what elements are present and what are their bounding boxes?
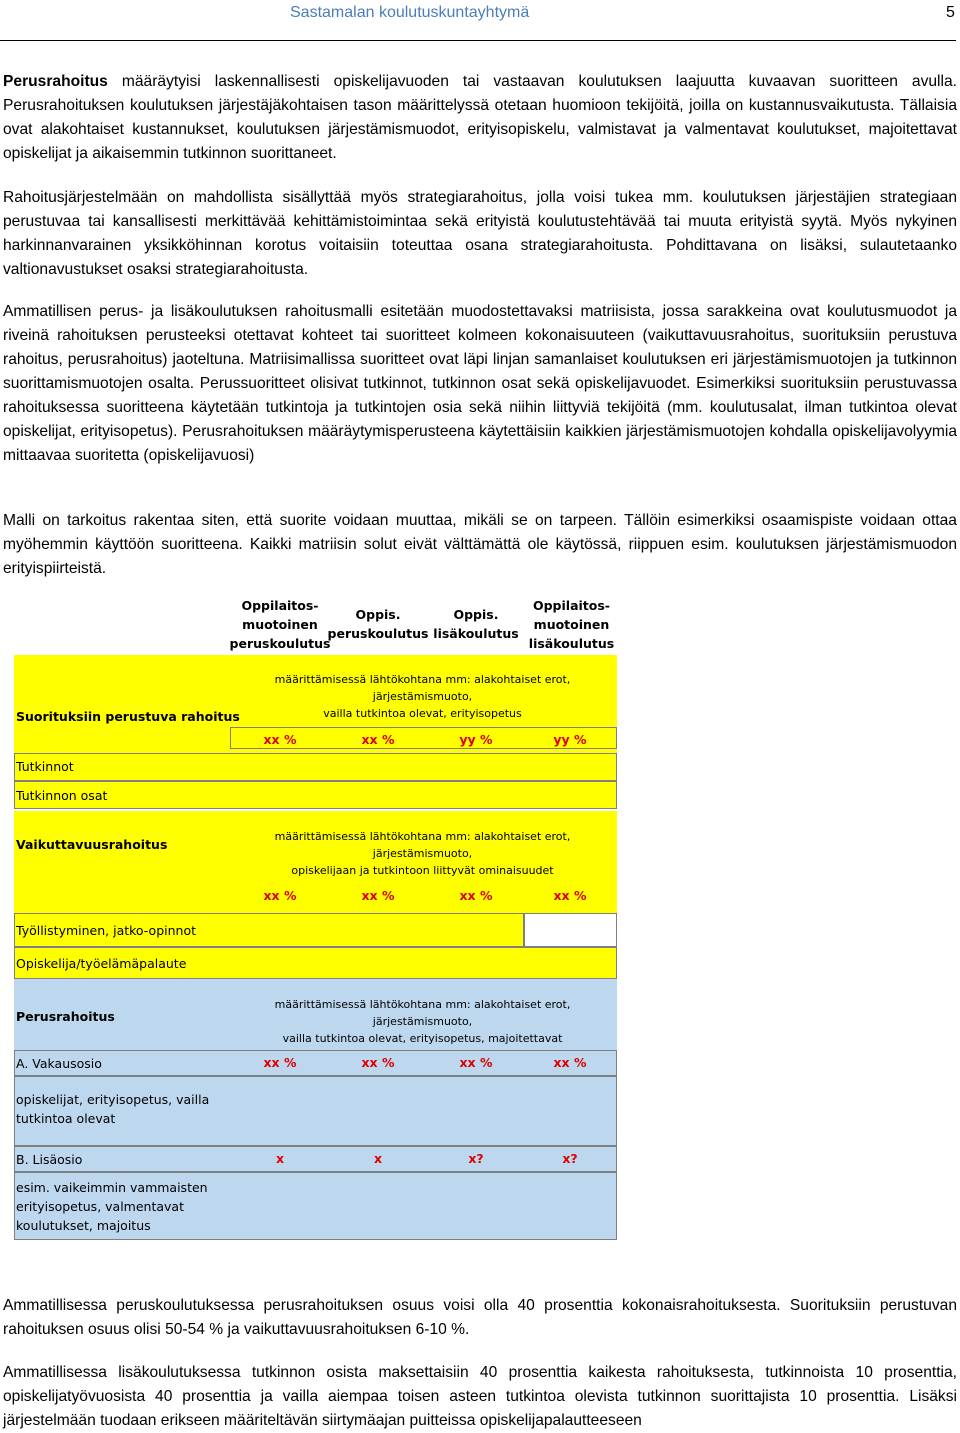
suoritus-title: Suorituksiin perustuva rahoitus <box>16 709 240 724</box>
funding-matrix <box>14 593 617 1240</box>
percent-value: xx % <box>361 732 395 747</box>
row-label: Opiskelija/työelämäpalaute <box>16 956 187 971</box>
row-label: Tutkinnon osat <box>16 788 108 803</box>
row-label: A. Vakausosio <box>16 1056 102 1071</box>
percent-value: yy % <box>459 732 493 747</box>
vaikuttavuus-title: Vaikuttavuusrahoitus <box>16 837 168 852</box>
percent-value: yy % <box>553 732 587 747</box>
paragraph-text: määräytyisi laskennallisesti opiskelijavuoden tai vastaavan koulutuksen laajuutta kuvaavan suoritteen avulla. Perusrahoituksen koulutuksen järjestäjäkohtaisen tason määrittelyssä otetaan huomioon tekijöitä, joilla on kustannusvaikutusta. Tällaisia ovat alakohtaiset kustannukset, koulutuksen järjestämismuodot, erityisopiskelu, valmistavat ja valmentavat koulutukset, majoitettavat opiskelijat ja aikaisemmin tutkinnon suorittaneet. <box>3 73 957 162</box>
header-divider <box>0 40 956 41</box>
percent-value: xx % <box>553 888 587 903</box>
suoritus-note: määrittämisessä lähtökohtana mm: alakohtaiset erot, järjestämismuoto, vailla tutkintoa olevat, erityisopetus <box>274 673 571 720</box>
empty-cell <box>524 913 617 947</box>
column-header: Oppis. lisäkoulutus <box>433 607 519 641</box>
row-label: opiskelijat, erityisopetus, vailla tutkintoa olevat <box>16 1092 210 1126</box>
paragraph-perusrahoitus <box>3 70 957 166</box>
page-number: 5 <box>946 4 955 21</box>
percent-value: xx % <box>263 732 297 747</box>
percent-value: x? <box>468 1151 484 1166</box>
percent-value: xx % <box>361 888 395 903</box>
percent-value: xx % <box>459 1055 493 1070</box>
paragraph-rahoitusmalli: Ammatillisen perus- ja lisäkoulutuksen rahoitusmalli esitetään muodostettavaksi matriisista, jossa sarakkeina ovat koulutusmuodot ja riveinä rahoituksen perusteeksi otettavat kohteet tai suoritteet kolmeen kokonaisuuteen (vaikuttavuusrahoitus, suorituksiin perustuva rahoitus, perusrahoitus) jaoteltuna. Matriisimallissa suoritteet ovat läpi linjan samanlaiset koulutuksen eri järjestämismuotojen ja tutkinnon suorittamismuotojen osalta. Perussuoritteet olisivat tutkinnot, tutkinnon osat sekä opiskelijavuodet. Esimerkiksi suorituksiin perustuvassa rahoituksessa suoritteena käytetään tutkintoja ja tutkintojen osia sekä niihin liittyviä tekijöitä (mm. koulutusalat, ilman tutkintoa olevat opiskelijat, erityisopetus). Perusrahoituksen määräytymisperusteena käytettäisiin kaikkien järjestämismuotojen kohdalla opiskelijavolyymia mittaavaa suoritetta (opiskelijavuosi) <box>3 303 957 464</box>
percent-value: xx % <box>263 1055 297 1070</box>
row-label: esim. vaikeimmin vammaisten erityisopetus, valmentavat koulutukset, majoitus <box>16 1180 208 1233</box>
suoritus-row <box>14 753 617 781</box>
percent-value: x <box>373 1151 383 1166</box>
column-header: Oppilaitos- muotoinen lisäkoulutus <box>528 597 615 651</box>
percent-value: xx % <box>361 1055 395 1070</box>
paragraph-strategiarahoitus: Rahoitusjärjestelmään on mahdollista sisällyttää myös strategiarahoitus, jolla voisi tukea mm. koulutuksen järjestäjien strategiaan perustuvaa tai kansallisesti merkittävää kehittämistoimintaa sekä erityistä koulutustehtävää tai muuta erityistä syytä. Myös nykyinen harkinnanvarainen yksikköhinnan korotus voitaisiin toteuttaa osana strategiarahoitusta. Pohdittavana on lisäksi, sulautetaanko valtionavustukset osaksi strategiarahoitusta. <box>3 189 957 278</box>
vaikuttavuus-note: määrittämisessä lähtökohtana mm: alakohtaiset erot, järjestämismuoto, opiskelijaan ja tutkintoon liittyvät ominaisuudet <box>274 830 571 877</box>
percent-value: xx % <box>459 888 493 903</box>
paragraph-lisakoulutus: Ammatillisessa lisäkoulutuksessa tutkinnon osista maksettaisiin 40 prosenttia kaikesta rahoituksesta, tutkinnoista 10 prosenttia, opiskelijatyövuosista 40 prosenttia ja vailla aiempaa toisen asteen tutkintoa olevista tutkinnon suorittajista 10 prosenttia. Lisäksi järjestelmään tuodaan erikseen määriteltävän siirtymäajan puitteissa opiskelijapalautteeseen <box>3 1364 957 1429</box>
paragraph-lead-term: Perusrahoitus <box>3 73 108 90</box>
paragraph-malli: Malli on tarkoitus rakentaa siten, että suorite voidaan muuttaa, mikäli se on tarpeen. Tällöin esimerkiksi osaamispiste voidaan ottaa myöhemmin käyttöön suoritteena. Kaikki matriisin solut eivät välttämättä ole käytössä, riippuen esim. koulutuksen järjestämismuodon erityispiirteistä. <box>3 512 957 577</box>
row-label: Tutkinnot <box>16 759 74 774</box>
percent-value: x? <box>562 1151 578 1166</box>
perusrahoitus-note: määrittämisessä lähtökohtana mm: alakohtaiset erot, järjestämismuoto, vailla tutkintoa olevat, erityisopetus, majoitettavat <box>274 998 571 1045</box>
perusrahoitus-title: Perusrahoitus <box>16 1009 115 1024</box>
column-header: Oppis. peruskoulutus <box>327 607 429 641</box>
percent-value: x <box>275 1151 285 1166</box>
row-label: Työllistyminen, jatko-opinnot <box>16 923 196 938</box>
row-label: B. Lisäosio <box>16 1152 83 1167</box>
paragraph-peruskoulutus: Ammatillisessa peruskoulutuksessa perusrahoituksen osuus voisi olla 40 prosenttia kokonaisrahoituksesta. Suorituksiin perustuvan rahoituksen osuus olisi 50-54 % ja vaikuttavuusrahoituksen 6-10 %. <box>3 1297 957 1338</box>
header-title: Sastamalan koulutuskuntayhtymä <box>290 4 530 21</box>
column-header: Oppilaitos- muotoinen peruskoulutus <box>229 597 331 651</box>
percent-value: xx % <box>553 1055 587 1070</box>
percent-value: xx % <box>263 888 297 903</box>
